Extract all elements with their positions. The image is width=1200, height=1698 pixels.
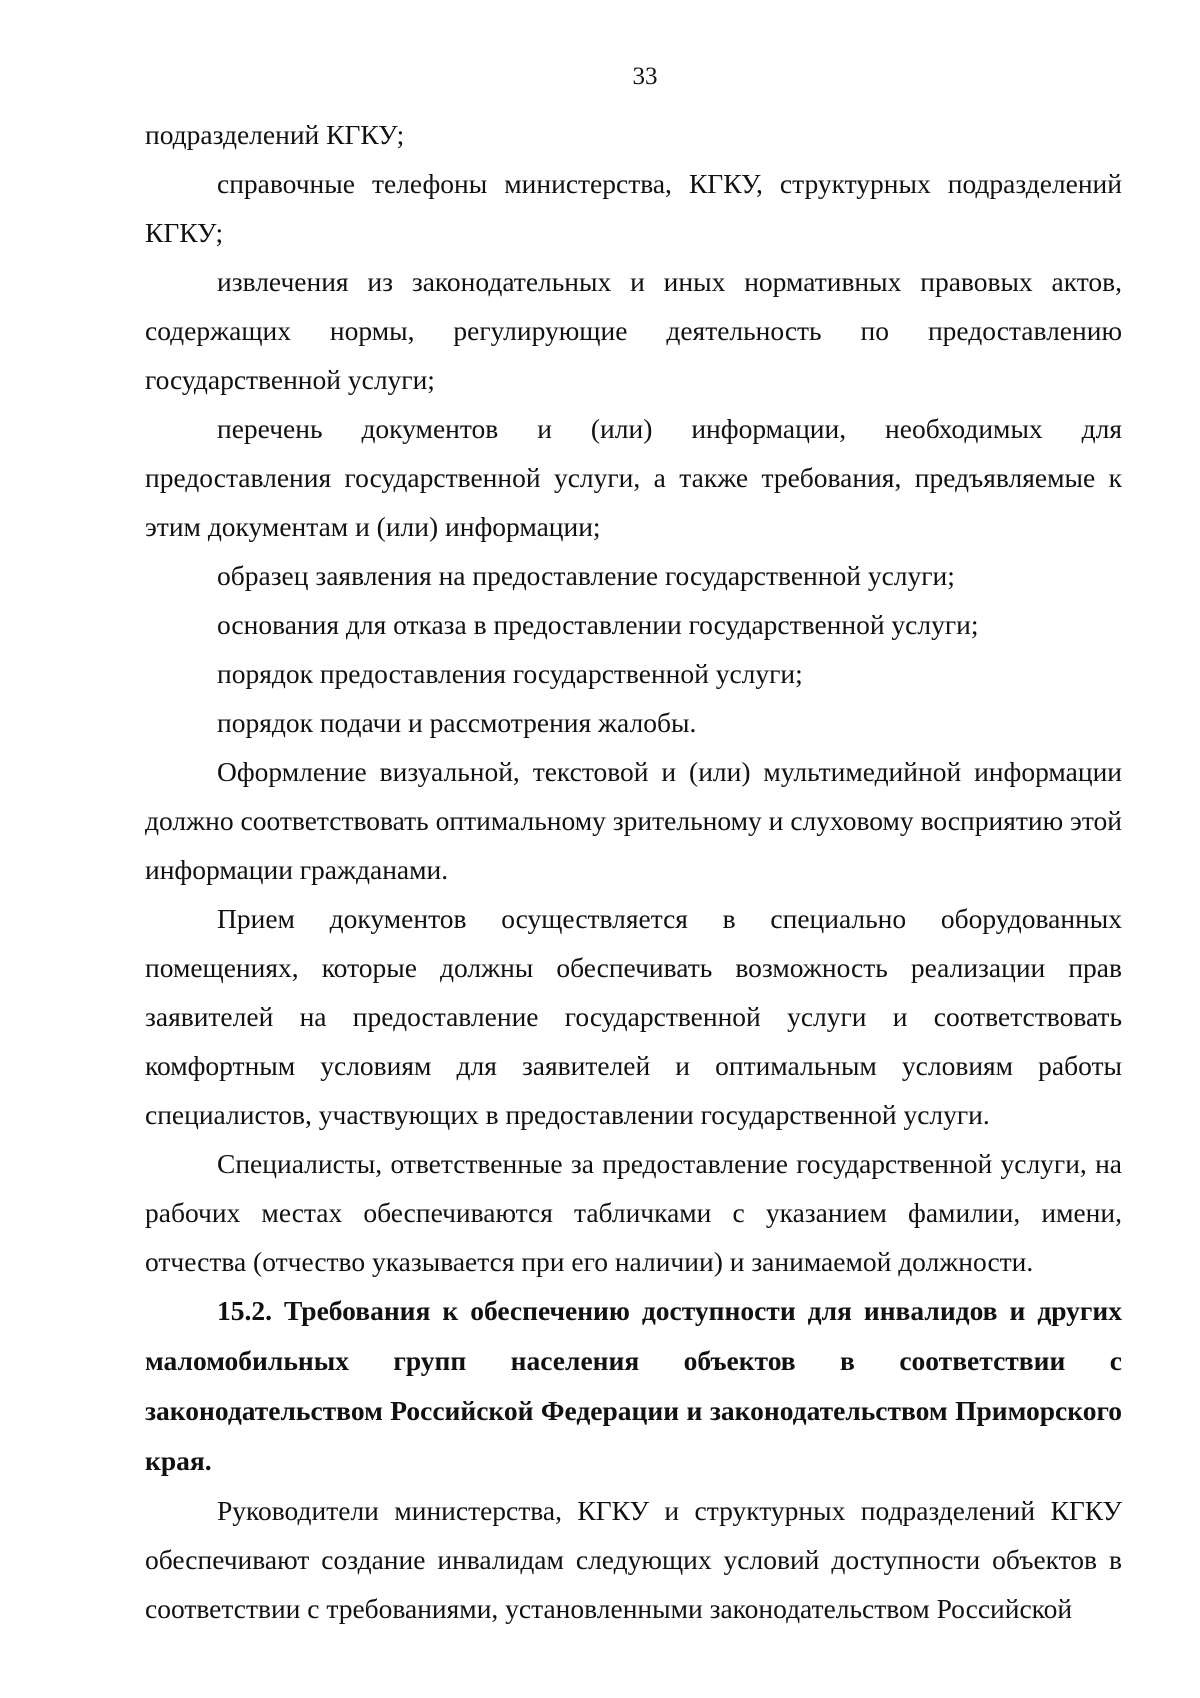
paragraph-refusal-grounds: основания для отказа в предоставлении государственной услуги; <box>217 609 979 640</box>
paragraph-document-list: перечень документов и (или) информации, необходимых для предоставления государственной услуги, а также требования, предъявляемые к этим документам и (или) информации; <box>145 413 1122 542</box>
paragraph-complaint-procedure: порядок подачи и рассмотрения жалобы. <box>217 707 697 738</box>
paragraph-application-sample: образец заявления на предоставление государственной услуги; <box>217 560 955 591</box>
document-body <box>145 110 1122 1633</box>
paragraph-document-reception: Прием документов осуществляется в специально оборудованных помещениях, которые должны обеспечивать возможность реализации прав заявителей на предоставление государственной услуги и соответствовать комфортным условиям для заявителей и оптимальным условиям работы специалистов, участвующих в предоставлении государственной услуги. <box>145 903 1122 1130</box>
paragraph-specialists: Специалисты, ответственные за предоставление государственной услуги, на рабочих местах обеспечиваются табличками с указанием фамилии, имени, отчества (отчество указывается при его наличии) и занимаемой должности. <box>145 1148 1122 1277</box>
paragraph-accessibility-conditions: Руководители министерства, КГКУ и структурных подразделений КГКУ обеспечивают создание инвалидам следующих условий доступности объектов в соответствии с требованиями, установленными законодательством Российской <box>145 1495 1122 1624</box>
paragraph-legal-extracts: извлечения из законодательных и иных нормативных правовых актов, содержащих нормы, регулирующие деятельность по предоставлению государственной услуги; <box>145 266 1122 395</box>
paragraph-continuation: подразделений КГКУ; <box>145 119 405 150</box>
section-heading-15-2: 15.2. Требования к обеспечению доступности для инвалидов и других маломобильных групп населения объектов в соответствии с законодательством Российской Федерации и законодательством Приморского края. <box>145 1295 1122 1476</box>
paragraph-reference-phones: справочные телефоны министерства, КГКУ, структурных подразделений КГКУ; <box>145 168 1122 248</box>
paragraph-information-design: Оформление визуальной, текстовой и (или) мультимедийной информации должно соответствовать оптимальному зрительному и слуховому восприятию этой информации гражданами. <box>145 756 1122 885</box>
paragraph-service-procedure: порядок предоставления государственной услуги; <box>217 658 803 689</box>
page-number: 33 <box>632 63 658 90</box>
